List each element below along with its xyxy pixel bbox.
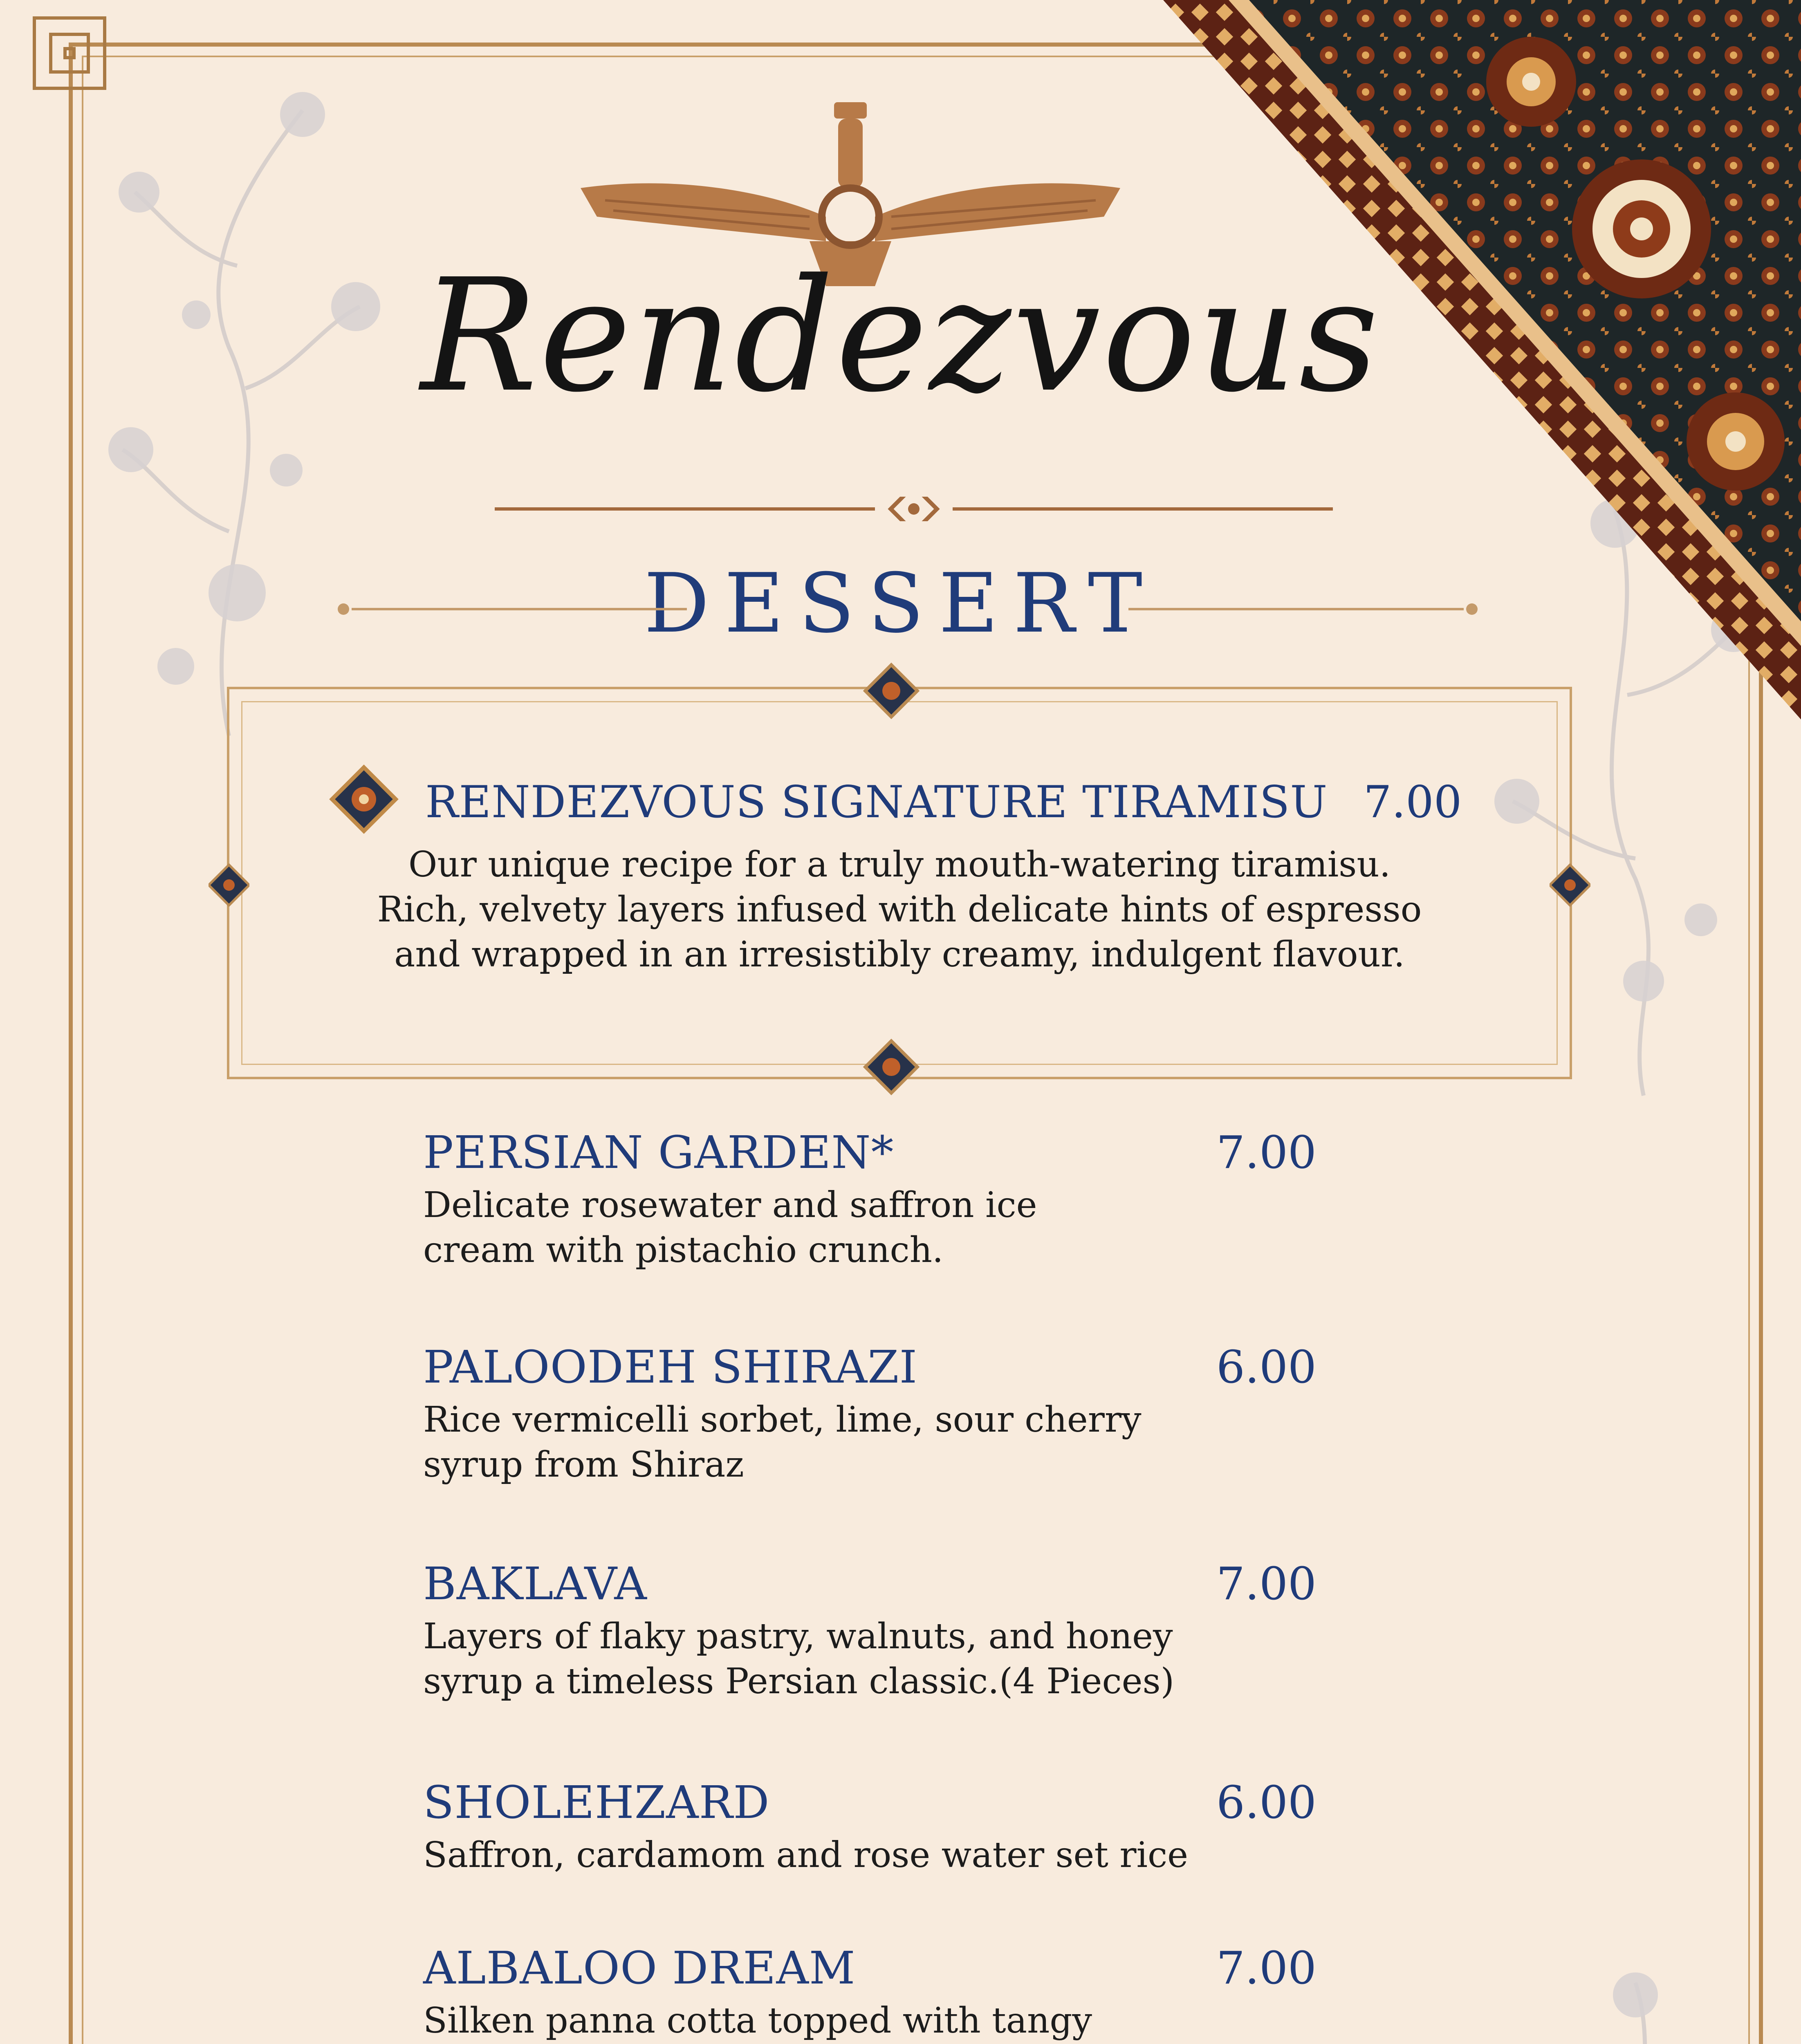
ornament-divider-icon bbox=[1120, 601, 1488, 617]
menu-item-name: SHOLEHZARD bbox=[423, 1776, 770, 1829]
menu-item-description: Silken panna cotta topped with tangy bbox=[423, 2000, 1092, 2041]
menu-item-description: Delicate rosewater and saffron ice cream with pistachio crunch. bbox=[423, 1185, 1037, 1271]
menu-item bbox=[423, 1776, 1364, 1878]
diamond-medallion-icon bbox=[863, 662, 920, 719]
menu-item-price: 6.00 bbox=[1216, 1776, 1317, 1829]
ornament-divider-icon bbox=[327, 601, 695, 617]
corner-fret-icon bbox=[25, 8, 114, 98]
menu-item-name: BAKLAVA bbox=[423, 1558, 647, 1610]
menu-item-price: 7.00 bbox=[1216, 1558, 1317, 1610]
section-title: DESSERT bbox=[644, 556, 1157, 651]
menu-item bbox=[423, 1341, 1364, 1487]
menu-item-description: Layers of flaky pastry, walnuts, and honey syrup a timeless Persian classic.(4 Pieces) bbox=[423, 1616, 1175, 1702]
menu-item-price: 6.00 bbox=[1216, 1341, 1317, 1393]
menu-item-description: Rice vermicelli sorbet, lime, sour cherry syrup from Shiraz bbox=[423, 1399, 1142, 1485]
signature-item-price: 7.00 bbox=[1364, 777, 1462, 828]
menu-item-price: 7.00 bbox=[1216, 1126, 1317, 1179]
diamond-medallion-icon bbox=[863, 1038, 920, 1096]
ornament-divider-icon bbox=[495, 497, 1333, 521]
menu-item-name: PERSIAN GARDEN* bbox=[423, 1126, 894, 1179]
menu-item-name: PALOODEH SHIRAZI bbox=[423, 1341, 918, 1393]
diamond-medallion-icon bbox=[209, 858, 249, 912]
menu-item-price: 7.00 bbox=[1216, 1942, 1317, 1994]
diamond-medallion-icon bbox=[1550, 858, 1590, 912]
menu-item-description: Saffron, cardamom and rose water set rice bbox=[423, 1835, 1189, 1876]
diamond-medallion-icon bbox=[319, 764, 409, 834]
signature-item-description: Our unique recipe for a truly mouth-watering tiramisu. Rich, velvety layers infused with delicate hints of espresso and wrapped in an irresistibly creamy, indulgent flavour. bbox=[377, 844, 1422, 975]
menu-item-name: ALBALOO DREAM bbox=[423, 1942, 856, 1994]
menu-item bbox=[423, 1942, 1364, 2044]
brand-name: Rendezvous bbox=[420, 245, 1381, 426]
menu-item bbox=[423, 1126, 1364, 1273]
signature-item-name: RENDEZVOUS SIGNATURE TIRAMISU bbox=[425, 777, 1328, 828]
menu-item bbox=[423, 1558, 1364, 1704]
